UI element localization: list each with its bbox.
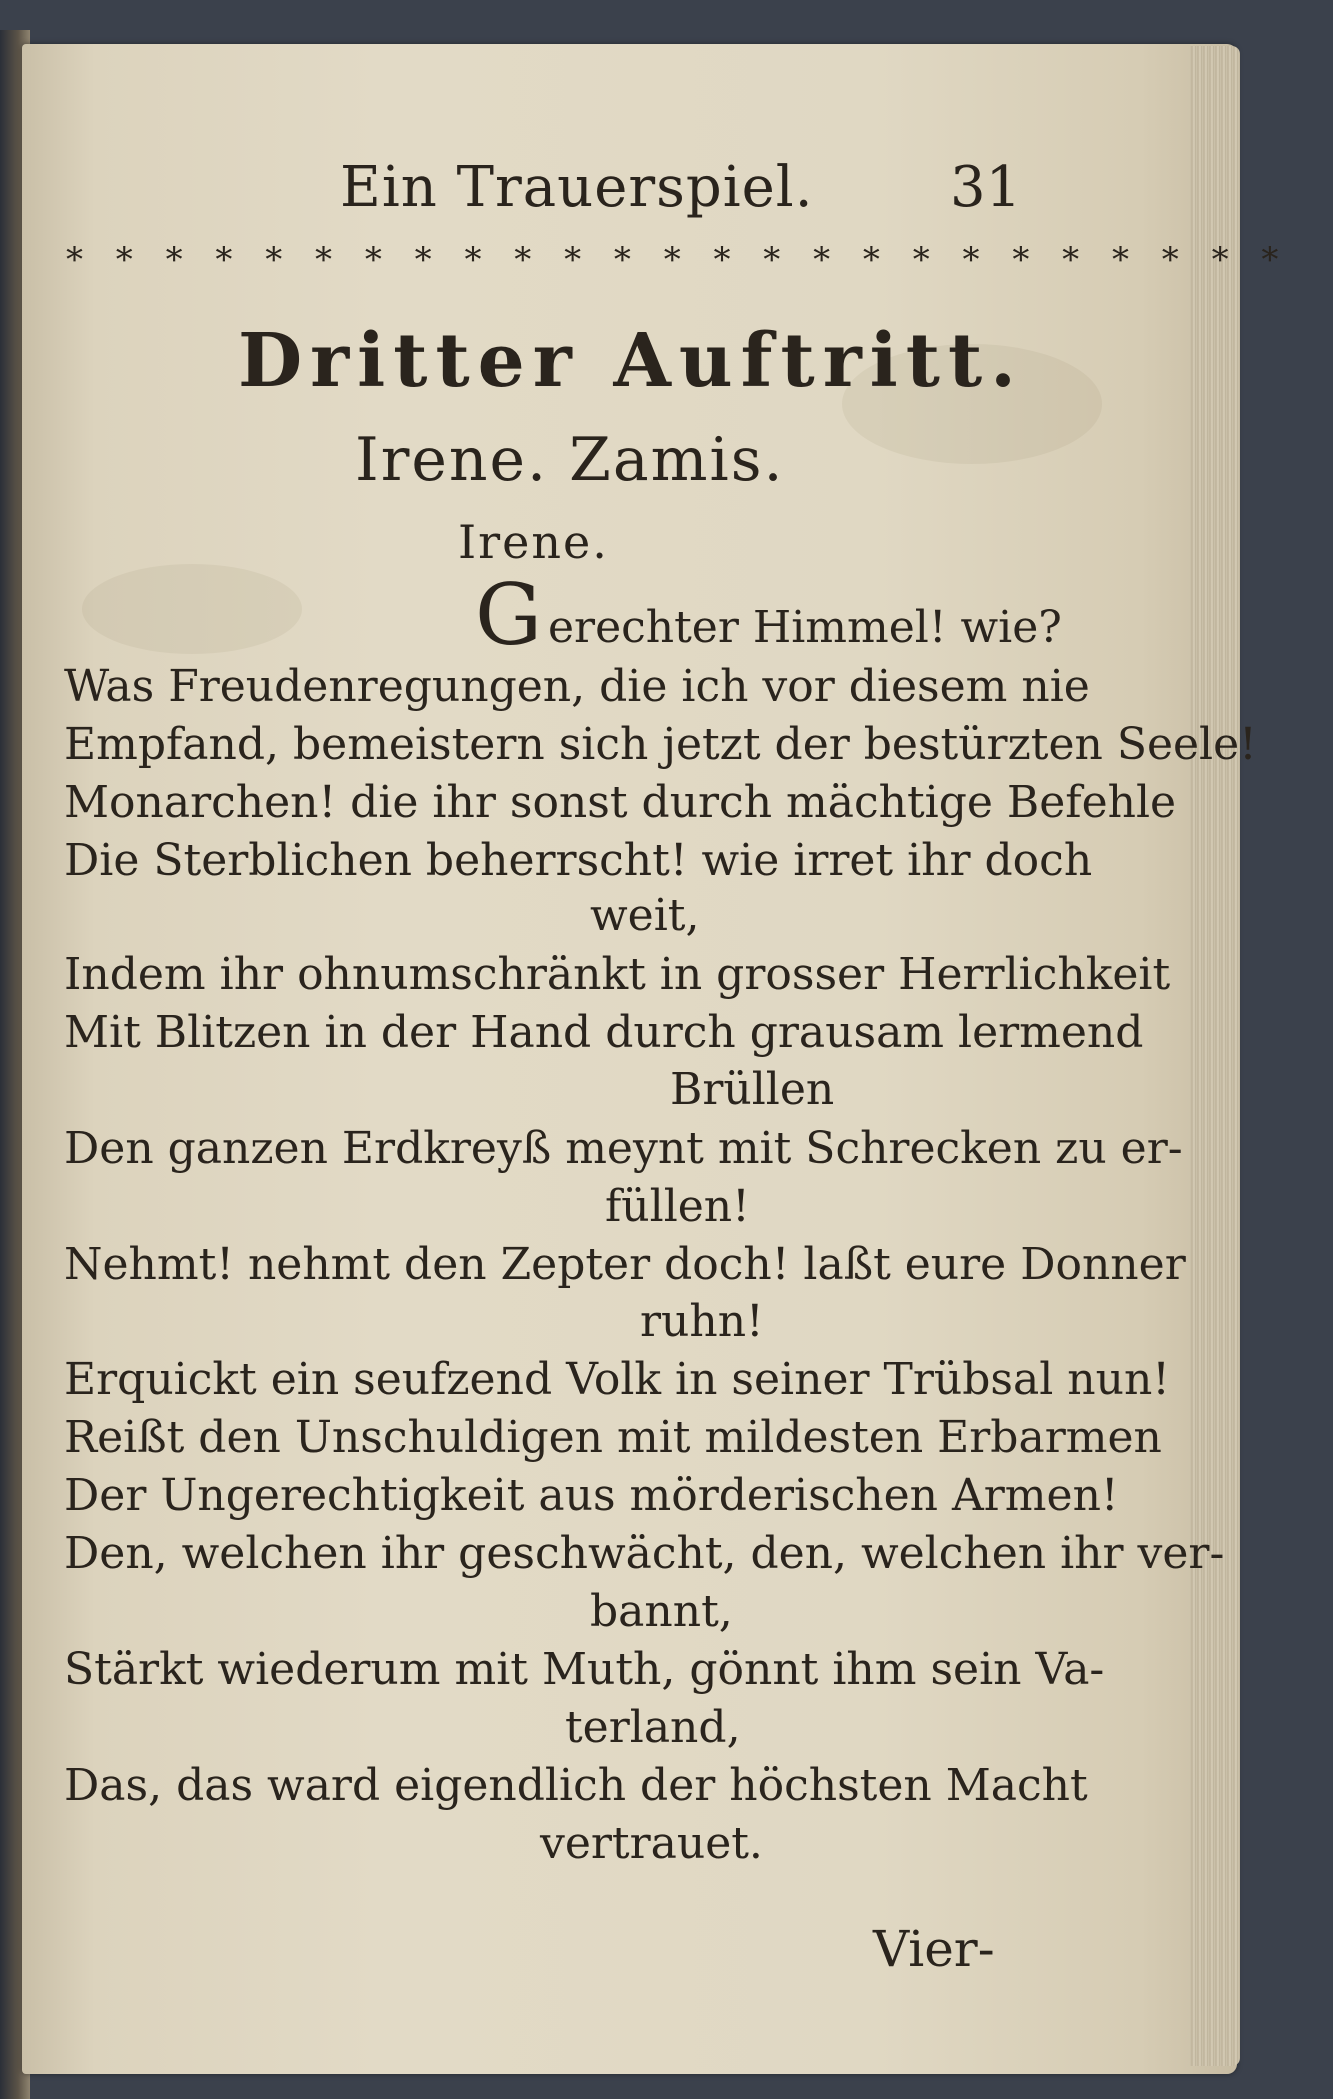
drop-cap-initial: G [475,566,543,664]
catchword: Vier- [873,1920,995,1978]
verse-line: Was Freudenregungen, die ich vor diesem nie [64,661,1090,712]
verse-line: Stärkt wiederum mit Muth, gönnt ihm sein Va- [64,1644,1105,1695]
verse-line: Reißt den Unschuldigen mit mildesten Erbarmen [64,1412,1162,1463]
verse-line-continuation: terland, [565,1702,741,1753]
verse-line-continuation: füllen! [605,1181,750,1232]
verse-line: Empfand, bemeistern sich jetzt der bestürzten Seele! [64,719,1257,770]
verse-line: Erquickt ein seufzend Volk in seiner Trübsal nun! [64,1354,1170,1405]
speaker-name: Irene. [458,515,609,569]
running-header-title: Ein Trauerspiel. [340,155,814,220]
verse-line: Die Sterblichen beherrscht! wie irret ihr doch [64,835,1093,886]
scene-heading: Dritter Auftritt. [238,318,1024,404]
page-fore-edge [1190,46,1240,2066]
verse-line: Der Ungerechtigkeit aus mörderischen Armen! [64,1470,1119,1521]
page-number: 31 [950,155,1022,220]
verse-line-continuation: Brüllen [670,1064,835,1115]
verse-line-continuation: weit, [590,890,700,941]
verse-line: Indem ihr ohnumschränkt in grosser Herrlichkeit [64,949,1171,1000]
verse-line: Den ganzen Erdkreyß meynt mit Schrecken zu er- [64,1123,1183,1174]
ornament-star-rule: * * * * * * * * * * * * * * * * * * * * * * * * * [66,240,1290,280]
verse-line: Mit Blitzen in der Hand durch grausam lermend [64,1007,1144,1058]
verse-line: Das, das ward eigendlich der höchsten Macht [64,1760,1088,1811]
verse-line: erechter Himmel! wie? [548,602,1062,653]
verse-line: Nehmt! nehmt den Zepter doch! laßt eure Donner [64,1239,1186,1290]
verse-line-continuation: vertrauet. [540,1818,763,1869]
paper-stain [82,564,302,654]
scene-characters: Irene. Zamis. [355,425,785,495]
verse-line: Den, welchen ihr geschwächt, den, welchen ihr ver- [64,1528,1225,1579]
verse-line: Monarchen! die ihr sonst durch mächtige Befehle [64,777,1177,828]
verse-line-continuation: ruhn! [640,1296,764,1347]
verse-line-continuation: bannt, [590,1586,733,1637]
